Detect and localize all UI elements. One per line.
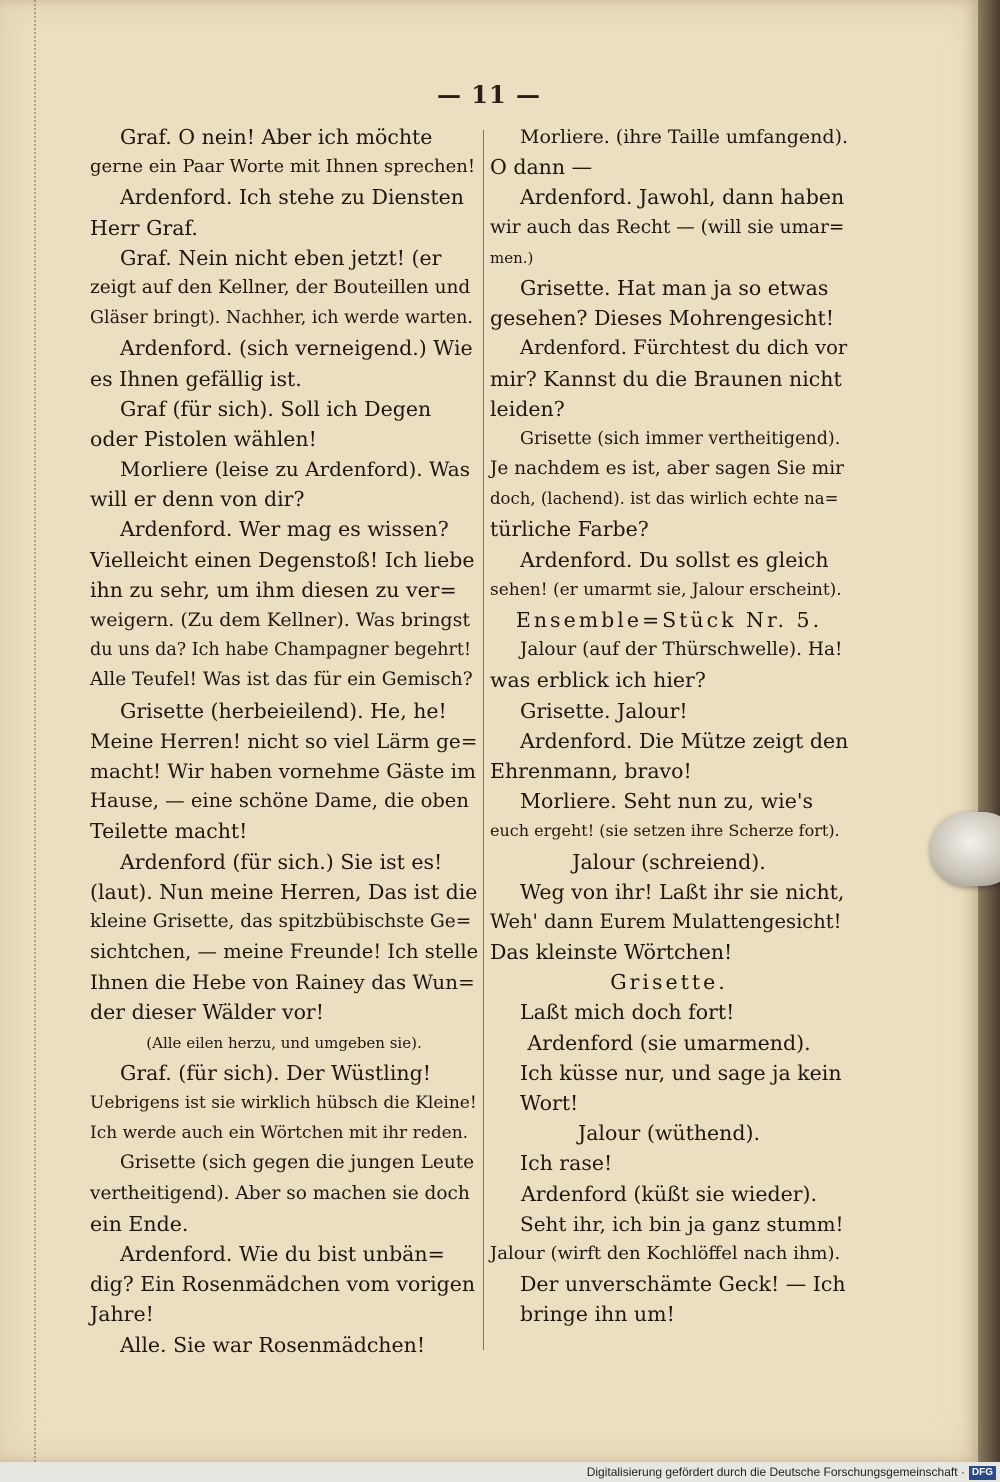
text-line: leiden?	[490, 396, 565, 421]
text-line: gesehen? Dieses Mohrengesicht!	[490, 306, 834, 331]
text-line: Graf (für sich). Soll ich Degen	[120, 396, 432, 421]
speaker-heading: Ardenford (sie umarmend).	[527, 1030, 811, 1055]
text-line: sichtchen, — meine Freunde! Ich stelle	[90, 940, 479, 964]
text-line: du uns da? Ich habe Champagner begehrt!	[90, 640, 471, 661]
text-line: Grisette. Hat man ja so etwas	[520, 275, 829, 300]
text-line: Ardenford. Ich stehe zu Diensten	[120, 185, 464, 210]
text-line: dig? Ein Rosenmädchen vom vorigen	[90, 1272, 476, 1297]
text-line: men.)	[490, 248, 534, 267]
text-line: (laut). Nun meine Herren, Das ist die	[90, 879, 478, 904]
speaker-heading: Grisette.	[610, 970, 728, 995]
text-line: Vielleicht einen Degenstoß! Ich liebe	[90, 547, 475, 572]
text-line: Ardenford. Jawohl, dann haben	[520, 185, 845, 210]
text-line: Jahre!	[90, 1302, 154, 1327]
text-line: ihn zu sehr, um ihm diesen zu ver=	[90, 577, 457, 602]
footer-bar	[0, 1462, 1000, 1482]
dfg-logo: DFG	[969, 1466, 996, 1480]
text-line: Graf. (für sich). Der Wüstling!	[120, 1060, 431, 1085]
binding-stitch	[34, 0, 44, 1462]
text-line: Uebrigens ist sie wirklich hübsch die Kleine!	[90, 1093, 477, 1113]
text-line: Graf. Nein nicht eben jetzt! (er	[120, 245, 442, 270]
page-edge	[978, 0, 1000, 1482]
verse-line: Das kleinste Wörtchen!	[490, 940, 733, 965]
verse-line: Laßt mich doch fort!	[520, 1000, 735, 1025]
verse-line: Der unverschämte Geck! — Ich	[520, 1272, 846, 1297]
text-line: ein Ende.	[90, 1211, 189, 1236]
verse-line: Ich küsse nur, und sage ja kein	[520, 1060, 842, 1085]
verse-line: bringe ihn um!	[520, 1302, 675, 1327]
footer-text: Digitalisierung gefördert durch die Deutsche Forschungsgemeinschaft ·	[586, 1465, 965, 1479]
text-line: der dieser Wälder vor!	[90, 1000, 324, 1025]
text-line: Gläser bringt). Nachher, ich werde warten.	[90, 308, 473, 329]
text-line: macht! Wir haben vornehme Gäste im	[90, 758, 477, 783]
text-line: Ardenford. (sich verneigend.) Wie	[120, 336, 473, 361]
text-line: sehen! (er umarmt sie, Jalour erscheint).	[490, 579, 842, 600]
text-line: euch ergeht! (sie setzen ihre Scherze fort).	[490, 821, 840, 841]
left-column	[90, 122, 478, 1360]
speaker-heading: Ardenford (küßt sie wieder).	[520, 1181, 818, 1206]
page-number: — 11 —	[436, 80, 542, 109]
stage-direction: (Alle eilen herzu, und umgeben sie).	[146, 1033, 422, 1052]
text-line: Ardenford. Wer mag es wissen?	[120, 517, 449, 542]
text-line: Teilette macht!	[90, 819, 248, 844]
text-line: Jalour (auf der Thürschwelle). Ha!	[520, 639, 843, 661]
text-line: kleine Grisette, das spitzbübischste Ge=	[90, 910, 472, 932]
text-line: doch, (lachend). ist das wirlich echte na=	[490, 489, 839, 509]
text-line: Hause, — eine schöne Dame, die oben	[90, 789, 469, 813]
text-line: Ardenford (für sich.) Sie ist es!	[120, 849, 443, 874]
text-line: Meine Herren! nicht so viel Lärm ge=	[90, 728, 478, 753]
text-line: Ich werde auch ein Wörtchen mit ihr reden.	[90, 1123, 469, 1144]
text-line: Alle Teufel! Was ist das für ein Gemisch?	[90, 669, 473, 691]
text-line: Grisette (sich immer vertheitigend).	[520, 428, 841, 449]
text-line: will er denn von dir?	[90, 487, 305, 512]
verse-line: Weg von ihr! Laßt ihr sie nicht,	[520, 879, 845, 904]
text-line: Ehrenmann, bravo!	[490, 758, 692, 783]
text-line: Graf. O nein! Aber ich möchte	[120, 125, 433, 149]
text-line: mir? Kannst du die Braunen nicht	[490, 366, 842, 391]
section-heading: Ensemble=Stück Nr. 5.	[515, 608, 823, 632]
text-line: zeigt auf den Kellner, der Bouteillen und	[90, 276, 471, 298]
text-line: gerne ein Paar Worte mit Ihnen sprechen!	[90, 156, 476, 178]
verse-line: Ich rase!	[520, 1151, 613, 1176]
right-column	[490, 122, 848, 1330]
text-line: Morliere (leise zu Ardenford). Was	[120, 457, 470, 482]
speaker-heading: Jalour (schreiend).	[572, 849, 766, 874]
verse-line: Seht ihr, ich bin ja ganz stumm!	[520, 1211, 844, 1236]
text-line: vertheitigend). Aber so machen sie doch	[90, 1182, 470, 1204]
paper-clip	[930, 812, 1000, 886]
text-line: weigern. (Zu dem Kellner). Was bringst	[90, 609, 470, 631]
text-line: wir auch das Recht — (will sie umar=	[490, 216, 845, 238]
verse-line: Weh' dann Eurem Mulattengesicht!	[490, 909, 842, 933]
text-line: Ardenford. Wie du bist unbän=	[120, 1241, 445, 1266]
text-line: türliche Farbe?	[490, 517, 649, 542]
text-line: Morliere. Seht nun zu, wie's	[520, 789, 814, 814]
text-line: Grisette (sich gegen die jungen Leute	[120, 1152, 475, 1174]
text-line: Ardenford. Fürchtest du dich vor	[520, 336, 848, 360]
text-line: Ihnen die Hebe von Rainey das Wun=	[90, 970, 475, 995]
text-line: Je nachdem es ist, aber sagen Sie mir	[490, 458, 844, 480]
text-line: Alle. Sie war Rosenmädchen!	[120, 1332, 426, 1357]
text-line: Morliere. (ihre Taille umfangend).	[520, 126, 849, 148]
text-line: Grisette (herbeieilend). He, he!	[120, 698, 447, 723]
text-line: oder Pistolen wählen!	[90, 426, 317, 451]
text-line: was erblick ich hier?	[490, 668, 706, 693]
verse-line: Wort!	[520, 1091, 579, 1115]
text-line: Herr Graf.	[90, 215, 198, 240]
speaker-heading: Jalour (wüthend).	[577, 1121, 761, 1146]
text-line: Grisette. Jalour!	[520, 698, 688, 723]
text-line: Ardenford. Die Mütze zeigt den	[520, 728, 849, 753]
text-line: es Ihnen gefällig ist.	[90, 366, 302, 391]
text-line: Jalour (wirft den Kochlöffel nach ihm).	[490, 1242, 841, 1264]
text-line: Ardenford. Du sollst es gleich	[520, 547, 829, 572]
text-line: O dann —	[490, 155, 593, 180]
column-divider	[483, 130, 484, 1350]
